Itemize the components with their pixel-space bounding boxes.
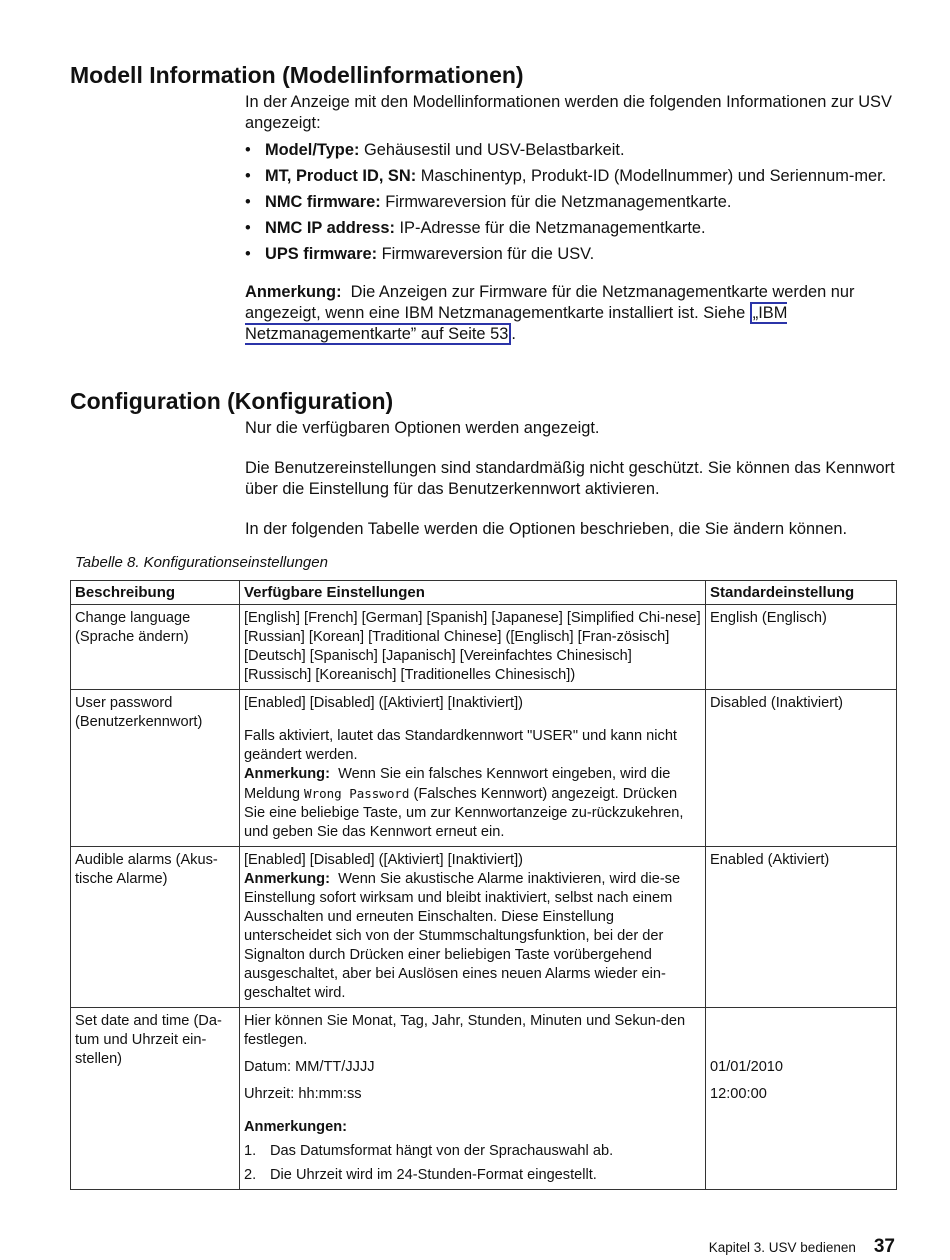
password-note: Anmerkung: Wenn Sie ein falsches Kennwort eingeben, wird die Meldung Wrong Password (Falsches Kennwort) angezeigt. Drücken Sie eine beliebige Taste, um zur Kennwortanzeige zu-rückzukehren, und geben Sie das Kennwort erneut ein. <box>244 766 684 840</box>
row-default: English (Englisch) <box>706 605 897 690</box>
alarm-note: Anmerkung: Wenn Sie akustische Alarme inaktivieren, wird die-se Einstellung sofort wirksam und bleibt inaktiviert, selbst nach einem Ausschalten und erneuten Einschalten. Diese Einstellung unterscheidet sich von der Stummschaltungsfunktion, bei der der Signalton durch Drücken einer beliebigen Taste vorübergehend ausgeschaltet, aber bei Auslösen eines neuen Alarms wieder ein-geschaltet wird. <box>244 871 681 1001</box>
row-settings: Hier können Sie Monat, Tag, Jahr, Stunden, Minuten und Sekun-den festlegen. Datum: MM/TT/JJJJ Uhrzeit: hh:mm:ss Anmerkungen: 1. Das Datumsformat hängt von der Sprachauswahl ab. 2. Die Uhrzeit wird im 24-Stunden-Format eingestellt. <box>240 1008 706 1190</box>
chapter-title: Kapitel 3. USV bedienen <box>708 1240 856 1255</box>
list-item: • NMC firmware: Firmwareversion für die Netzmanagementkarte. <box>245 193 732 211</box>
configuration-para-3: In der folgenden Tabelle werden die Optionen beschrieben, die Sie ändern können. <box>245 520 848 538</box>
row-description: Audible alarms (Akus-tische Alarme) <box>71 847 240 1008</box>
configuration-body <box>245 418 905 540</box>
wrong-password-message: Wrong Password <box>304 786 410 801</box>
list-item: • Model/Type: Gehäusestil und USV-Belastbarkeit. <box>245 141 625 159</box>
date-time-notes <box>244 1142 701 1185</box>
list-item: • MT, Product ID, SN: Maschinentyp, Produkt-ID (Modellnummer) und Seriennum-mer. <box>245 167 887 185</box>
configuration-settings-table <box>70 580 897 1190</box>
row-settings: [English] [French] [German] [Spanish] [Japanese] [Simplified Chi-nese] [Russian] [Korean] [Traditional Chinese] ([Englisch] [Fran-zösisch] [Deutsch] [Spanisch] [Japanisch] [Vereinfachtes Chinesisch] [Russisch] [Koreanisch] [Traditionelles Chinesisch]) <box>240 605 706 690</box>
table-row <box>71 605 897 690</box>
section-heading-configuration: Configuration (Konfiguration) <box>70 388 394 414</box>
section-heading-model-information: Modell Information (Modellinformationen) <box>70 62 524 88</box>
row-description: User password (Benutzerkennwort) <box>71 690 240 847</box>
page-number: 37 <box>873 1236 895 1257</box>
row-settings: [Enabled] [Disabled] ([Aktiviert] [Inaktiviert]) Anmerkung: Wenn Sie akustische Alarme inaktivieren, wird die-se Einstellung sofort wirksam und bleibt inaktiviert, selbst nach einem Ausschalten und erneuten Einschalten. Diese Einstellung unterscheidet sich von der Stummschaltungsfunktion, bei der der Signalton durch Drücken einer beliebigen Taste vorübergehend ausgeschaltet, aber bei Auslösen eines neuen Alarms wieder ein-geschaltet wird. <box>240 847 706 1008</box>
column-header-default: Standardeinstellung <box>706 581 897 605</box>
row-default: 01/01/2010 12:00:00 <box>706 1008 897 1190</box>
table-header-row <box>71 581 897 605</box>
model-info-list <box>245 140 905 265</box>
list-item: 1. Das Datumsformat hängt von der Sprachauswahl ab. <box>244 1143 614 1159</box>
column-header-available-settings: Verfügbare Einstellungen <box>240 581 706 605</box>
row-description: Change language (Sprache ändern) <box>71 605 240 690</box>
model-info-note: Anmerkung: Die Anzeigen zur Firmware für die Netzmanagementkarte werden nur angezeigt, wenn eine IBM Netzmanagementkarte installiert ist. Siehe „IBM Netzmanagementkarte” auf Seite 53 . <box>245 283 855 343</box>
row-settings: [Enabled] [Disabled] ([Aktiviert] [Inaktiviert]) Falls aktiviert, lautet das Standardkennwort "USER" und kann nicht geändert werden. Anmerkung: Wenn Sie ein falsches Kennwort eingeben, wird die Meldung Wrong Password (Falsches Kennwort) angezeigt. Drücken Sie eine beliebige Taste, um zur Kennwortanzeige zu-rückzukehren, und geben Sie das Kennwort erneut ein. <box>240 690 706 847</box>
column-header-description: Beschreibung <box>71 581 240 605</box>
ibm-nmc-cross-reference-link[interactable]: „IBM Netzmanagementkarte” auf Seite 53 <box>245 304 788 343</box>
list-item: • UPS firmware: Firmwareversion für die USV. <box>245 245 595 263</box>
row-default: Enabled (Aktiviert) <box>706 847 897 1008</box>
list-item: 2. Die Uhrzeit wird im 24-Stunden-Format eingestellt. <box>244 1167 597 1183</box>
row-default: Disabled (Inaktiviert) <box>706 690 897 847</box>
configuration-para-2: Die Benutzereinstellungen sind standardmäßig nicht geschützt. Sie können das Kennwort über die Einstellung für das Benutzerkennwort aktivieren. <box>245 459 895 498</box>
row-description: Set date and time (Da-tum und Uhrzeit ein-stellen) <box>71 1008 240 1190</box>
table-caption: Tabelle 8. Konfigurationseinstellungen <box>75 554 328 571</box>
model-info-body <box>245 92 905 345</box>
table-row <box>71 1008 897 1190</box>
page-footer <box>709 1236 895 1258</box>
list-item: • NMC IP address: IP-Adresse für die Netzmanagementkarte. <box>245 219 706 237</box>
configuration-para-1: Nur die verfügbaren Optionen werden angezeigt. <box>245 419 600 437</box>
model-info-intro: In der Anzeige mit den Modellinformationen werden die folgenden Informationen zur USV angezeigt: <box>245 93 892 132</box>
table-row <box>71 847 897 1008</box>
table-row <box>71 690 897 847</box>
